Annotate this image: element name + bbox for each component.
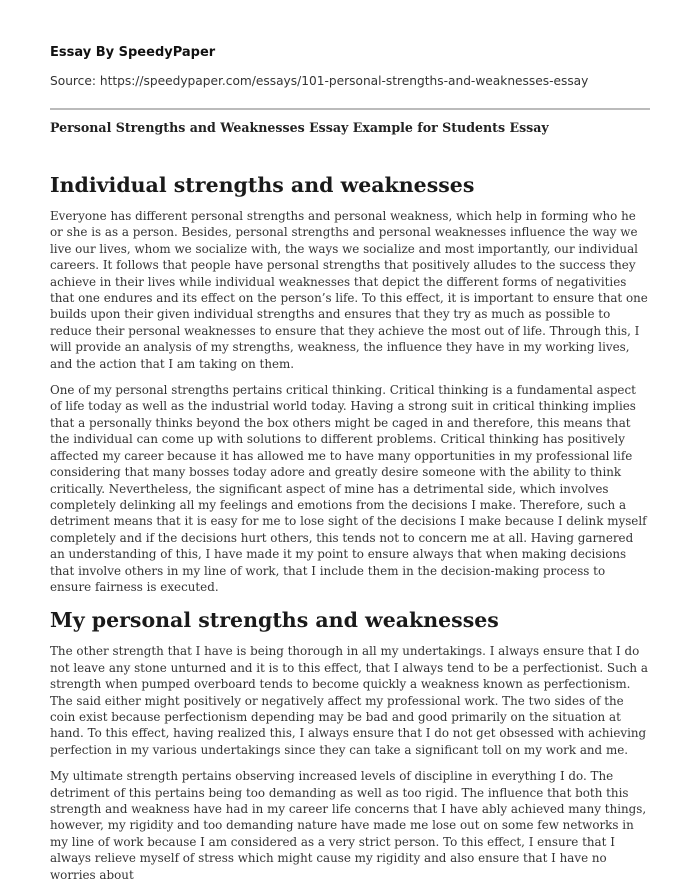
page-header (50, 44, 650, 89)
essay-body (50, 172, 650, 893)
section-heading-individual: Individual strengths and weaknesses (50, 173, 475, 197)
paragraph: Everyone has different personal strengths and personal weakness, which help in forming who he or she is as a person. Besides, personal strengths and personal weaknesses influence the way we live our lives, whom we socialize with, the ways we socialize and most importantly, our individual careers. It follows that people have personal strengths that positively alludes to the success they achieve in their lives while individual weaknesses that depict the different forms of negativities that one endures and its effect on the person’s life. To this effect, it is important to ensure that one builds upon their given individual strengths and ensures that they try as much as possible to reduce their personal weaknesses to ensure that they achieve the most out of life. Through this, I will provide an analysis of my strengths, weakness, the influence they have in my working lives, and the action that I am taking on them. (50, 209, 648, 371)
brand-label: Essay By SpeedyPaper (50, 45, 216, 60)
paragraph: One of my personal strengths pertains critical thinking. Critical thinking is a fundamental aspect of life today as well as the industrial world today. Having a strong suit in critical thinking implies that a personally thinks beyond the box others might be caged in and therefore, this means that the individual can come up with solutions to different problems. Critical thinking has positively affected my career because it has allowed me to have many opportunities in my professional life considering that many bosses today adore and greatly desire someone with the ability to think critically. Nevertheless, the significant aspect of mine has a detrimental side, which involves completely delinking all my feelings and emotions from the decisions I make. Therefore, such a detriment means that it is easy for me to lose sight of the decisions I make because I delink myself completely and if the decisions hurt others, this tends not to concern me at all. Having garnered an understanding of this, I have made it my point to ensure always that when making decisions that involve others in my line of work, that I include them in the decision-making process to ensure fairness is executed. (50, 383, 647, 594)
paragraph: My ultimate strength pertains observing increased levels of discipline in everything I do. The detriment of this pertains being too demanding as well as too rigid. The influence that both this strength and weakness have had in my career life concerns that I have ably achieved many things, however, my rigidity and too demanding nature have made me lose out on some few networks in my line of work because I am considered as a very strict person. To this effect, I ensure that I always relieve myself of stress which might cause my rigidity and also ensure that I have no worries about (50, 769, 647, 882)
document-title: Personal Strengths and Weaknesses Essay Example for Students Essay (50, 120, 549, 135)
paragraph: The other strength that I have is being thorough in all my undertakings. I always ensure that I do not leave any stone unturned and it is to this effect, that I always tend to be a perfectionist. Such a strength when pumped overboard tends to become quickly a weakness known as perfectionism. The said either might positively or negatively affect my professional work. The two sides of the coin exist because perfectionism depending may be bad and good primarily on the situation at hand. To this effect, having realized this, I always ensure that I do not get obsessed with achieving perfection in my various undertakings since they can take a significant toll on my work and me. (50, 644, 648, 757)
source-line: Source: https://speedypaper.com/essays/101-personal-strengths-and-weaknesses-essay (50, 74, 589, 88)
header-divider (50, 108, 650, 110)
section-heading-personal: My personal strengths and weaknesses (50, 608, 499, 633)
